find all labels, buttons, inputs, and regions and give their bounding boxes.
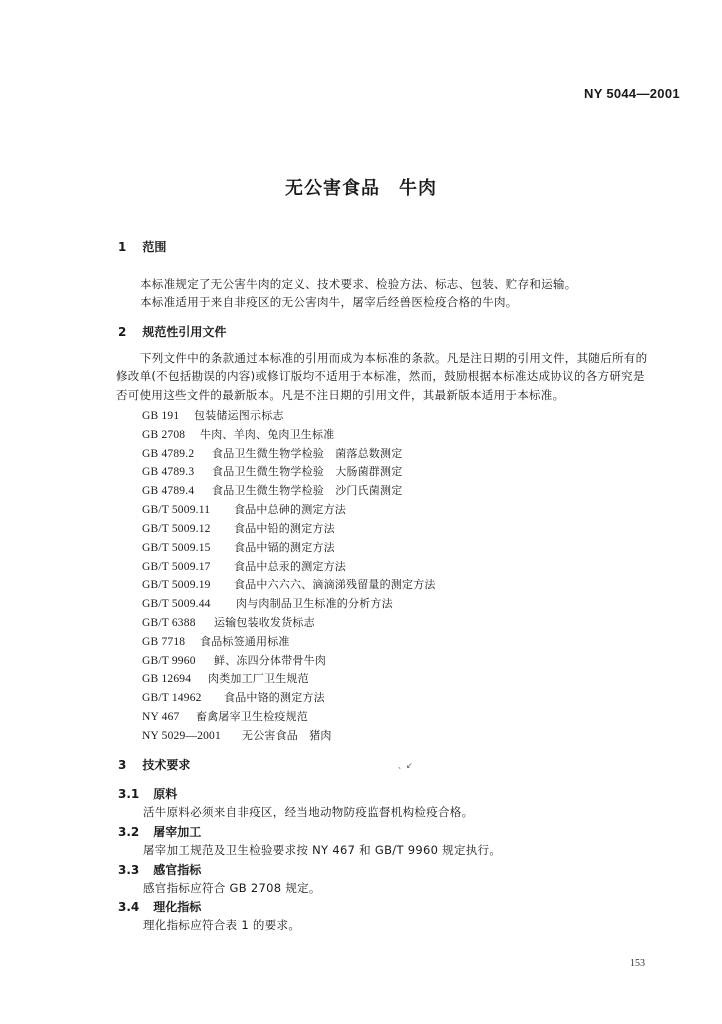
reference-code: GB 12694 [142, 673, 192, 685]
reference-item [142, 614, 315, 630]
reference-title: 肉类加工厂卫生规范 [208, 672, 309, 685]
subsection-text: 理化指标应符合表 1 的要求。 [143, 918, 301, 932]
reference-code: GB/T 9960 [142, 655, 196, 667]
reference-code: GB 7718 [142, 636, 186, 648]
section-number: 2 [118, 325, 127, 339]
reference-code: GB 4789.2 [142, 448, 195, 460]
reference-code: GB/T 6388 [142, 617, 196, 629]
reference-item [142, 520, 335, 536]
subsection-title: 感官指标 [153, 863, 202, 877]
subsection-number: 3.2 [118, 825, 140, 839]
reference-item [142, 595, 393, 611]
reference-code: GB/T 5009.15 [142, 542, 211, 554]
reference-item [142, 670, 309, 686]
section-1-heading [118, 238, 166, 255]
subsection-heading [118, 785, 177, 802]
reference-item [142, 689, 325, 705]
section-2-paragraph-line: 否可使用这些文件的最新版本。凡是不注日期的引用文件，其最新版本适用于本标准。 [116, 388, 565, 402]
section-1-paragraph: 本标准规定了无公害牛肉的定义、技术要求、检验方法、标志、包装、贮存和运输。 [140, 277, 577, 291]
subsection-text: 屠宰加工规范及卫生检验要求按 NY 467 和 GB/T 9960 规定执行。 [143, 843, 502, 857]
subsection-number: 3.3 [118, 863, 140, 877]
section-2-paragraph-line: 下列文件中的条款通过本标准的引用而成为本标准的条款。凡是注日期的引用文件，其随后所有的 [140, 351, 648, 365]
section-number: 1 [118, 240, 127, 254]
reference-item [142, 407, 284, 423]
reference-item [142, 727, 332, 743]
reference-code: GB/T 5009.11 [142, 504, 211, 516]
reference-title: 鲜、冻四分体带骨牛肉 [214, 654, 326, 667]
reference-title: 牛肉、羊肉、兔肉卫生标准 [200, 428, 335, 441]
reference-code: GB/T 5009.19 [142, 579, 211, 591]
subsection-title: 原料 [153, 787, 178, 801]
reference-code: GB 2708 [142, 429, 186, 441]
reference-code: GB/T 5009.44 [142, 598, 211, 610]
subsection-heading [118, 898, 201, 915]
section-number: 3 [118, 758, 127, 772]
section-2-paragraph-line: 修改单(不包括勘误的内容)或修订版均不适用于本标准，然而，鼓励根据本标准达成协议的各方研究是 [116, 369, 645, 383]
section-3-heading [118, 756, 190, 773]
subsection-number: 3.1 [118, 787, 140, 801]
reference-code: GB 4789.3 [142, 466, 195, 478]
subsection-title: 屠宰加工 [153, 825, 202, 839]
reference-title: 食品标签通用标准 [200, 635, 290, 648]
subsection-text: 感官指标应符合 GB 2708 规定。 [143, 881, 321, 895]
reference-code: NY 5029—2001 [142, 730, 221, 742]
section-2-heading [118, 323, 226, 340]
reference-title: 食品中六六六、滴滴涕残留量的测定方法 [234, 578, 436, 591]
section-title: 范围 [142, 240, 167, 254]
reference-title: 食品卫生微生物学检验 菌落总数测定 [212, 447, 403, 460]
reference-title: 无公害食品 猪肉 [242, 729, 332, 742]
reference-title: 畜禽屠宰卫生检疫规范 [196, 710, 308, 723]
subsection-number: 3.4 [118, 900, 140, 914]
reference-title: 食品中镉的测定方法 [234, 541, 335, 554]
reference-item [142, 445, 402, 461]
stray-mark: 、↙ [398, 761, 413, 770]
reference-item [142, 463, 402, 479]
standard-code: NY 5044—2001 [584, 86, 680, 101]
reference-item [142, 633, 290, 649]
section-title: 技术要求 [142, 758, 191, 772]
subsection-heading [118, 861, 201, 878]
reference-item [142, 539, 335, 555]
reference-item [142, 576, 436, 592]
reference-item [142, 558, 346, 574]
page-title: 无公害食品 牛肉 [285, 178, 437, 199]
reference-title: 包装储运图示标志 [194, 409, 284, 422]
section-title: 规范性引用文件 [142, 325, 227, 339]
reference-item [142, 708, 308, 724]
reference-title: 食品中总汞的测定方法 [234, 560, 346, 573]
reference-code: GB 4789.4 [142, 485, 195, 497]
subsection-heading [118, 823, 201, 840]
reference-code: GB/T 5009.17 [142, 561, 211, 573]
reference-title: 肉与肉制品卫生标准的分析方法 [236, 597, 393, 610]
reference-code: NY 467 [142, 711, 180, 723]
reference-title: 食品卫生微生物学检验 大肠菌群测定 [212, 465, 403, 478]
reference-title: 食品卫生微生物学检验 沙门氏菌测定 [212, 484, 403, 497]
reference-item [142, 652, 326, 668]
reference-item [142, 501, 346, 517]
reference-code: GB/T 5009.12 [142, 523, 211, 535]
subsection-text: 活牛原料必须来自非疫区，经当地动物防疫监督机构检疫合格。 [143, 805, 474, 819]
reference-title: 食品中铬的测定方法 [224, 691, 325, 704]
reference-title: 运输包装收发货标志 [214, 616, 315, 629]
reference-title: 食品中总砷的测定方法 [234, 503, 346, 516]
reference-title: 食品中铅的测定方法 [234, 522, 335, 535]
subsection-title: 理化指标 [153, 900, 202, 914]
page-number: 153 [630, 958, 645, 969]
section-1-paragraph: 本标准适用于来自非疫区的无公害肉牛，屠宰后经兽医检疫合格的牛肉。 [140, 295, 518, 309]
reference-item [142, 482, 402, 498]
reference-code: GB/T 14962 [142, 692, 202, 704]
reference-code: GB 191 [142, 410, 180, 422]
reference-item [142, 426, 334, 442]
